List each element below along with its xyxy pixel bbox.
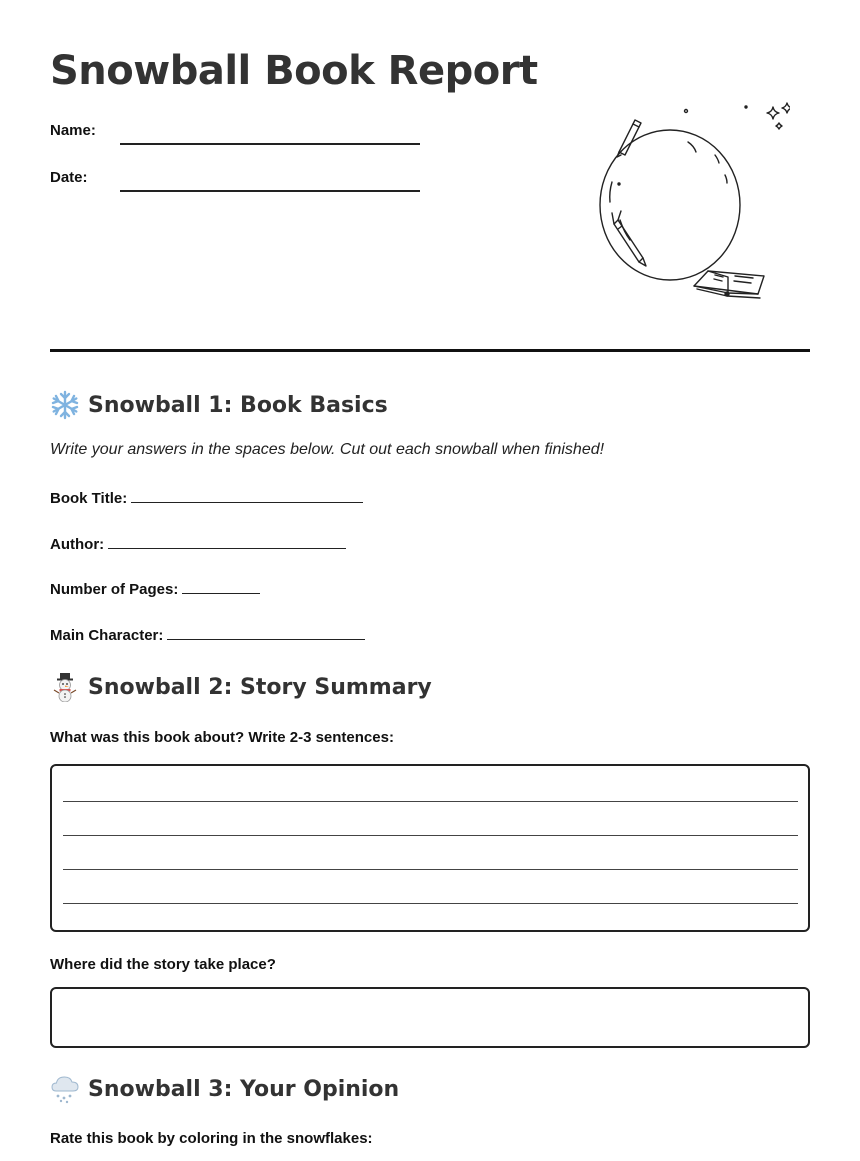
rating-question: Rate this book by coloring in the snowflakes: [50,1130,373,1147]
section-book-basics-heading [50,390,388,420]
setting-writing-box[interactable] [50,987,810,1048]
writing-line [63,801,798,802]
date-label: Date: [50,169,88,186]
section-your-opinion-heading [50,1074,399,1104]
name-write-line[interactable] [120,143,420,145]
book-title-field [50,488,363,507]
header-divider [50,349,810,352]
summary-writing-box[interactable] [50,764,810,932]
main-character-label: Main Character: [50,627,164,644]
section-title: Snowball 2: Story Summary [88,674,432,700]
section-title: Snowball 3: Your Opinion [88,1076,400,1102]
main-character-blank[interactable] [167,625,365,640]
instructions-text: Write your answers in the spaces below. Cut out each snowball when finished! [50,441,605,458]
author-label: Author: [50,536,105,553]
date-write-line[interactable] [120,190,420,192]
section-story-summary-heading [50,672,432,702]
snow-globe-illustration [555,95,790,310]
section-title: Snowball 1: Book Basics [88,392,388,418]
open-book-icon [694,271,764,298]
sparkle-icon [618,103,790,219]
writing-line [63,835,798,836]
setting-question: Where did the story take place? [50,956,276,973]
book-title-blank[interactable] [131,488,363,503]
snowman-icon [50,672,80,702]
author-field [50,534,346,553]
name-label: Name: [50,122,96,139]
pages-field [50,579,260,598]
snow-cloud-icon [50,1074,80,1104]
book-title-label: Book Title: [50,490,128,507]
pages-label: Number of Pages: [50,581,179,598]
summary-question: What was this book about? Write 2-3 sentences: [50,729,394,746]
author-blank[interactable] [108,534,346,549]
main-character-field [50,625,365,644]
book-report-page [50,0,810,1161]
writing-line [63,903,798,904]
snowflake-icon [50,390,80,420]
pages-blank[interactable] [182,579,260,594]
writing-line [63,869,798,870]
page-title: Snowball Book Report [50,48,538,94]
